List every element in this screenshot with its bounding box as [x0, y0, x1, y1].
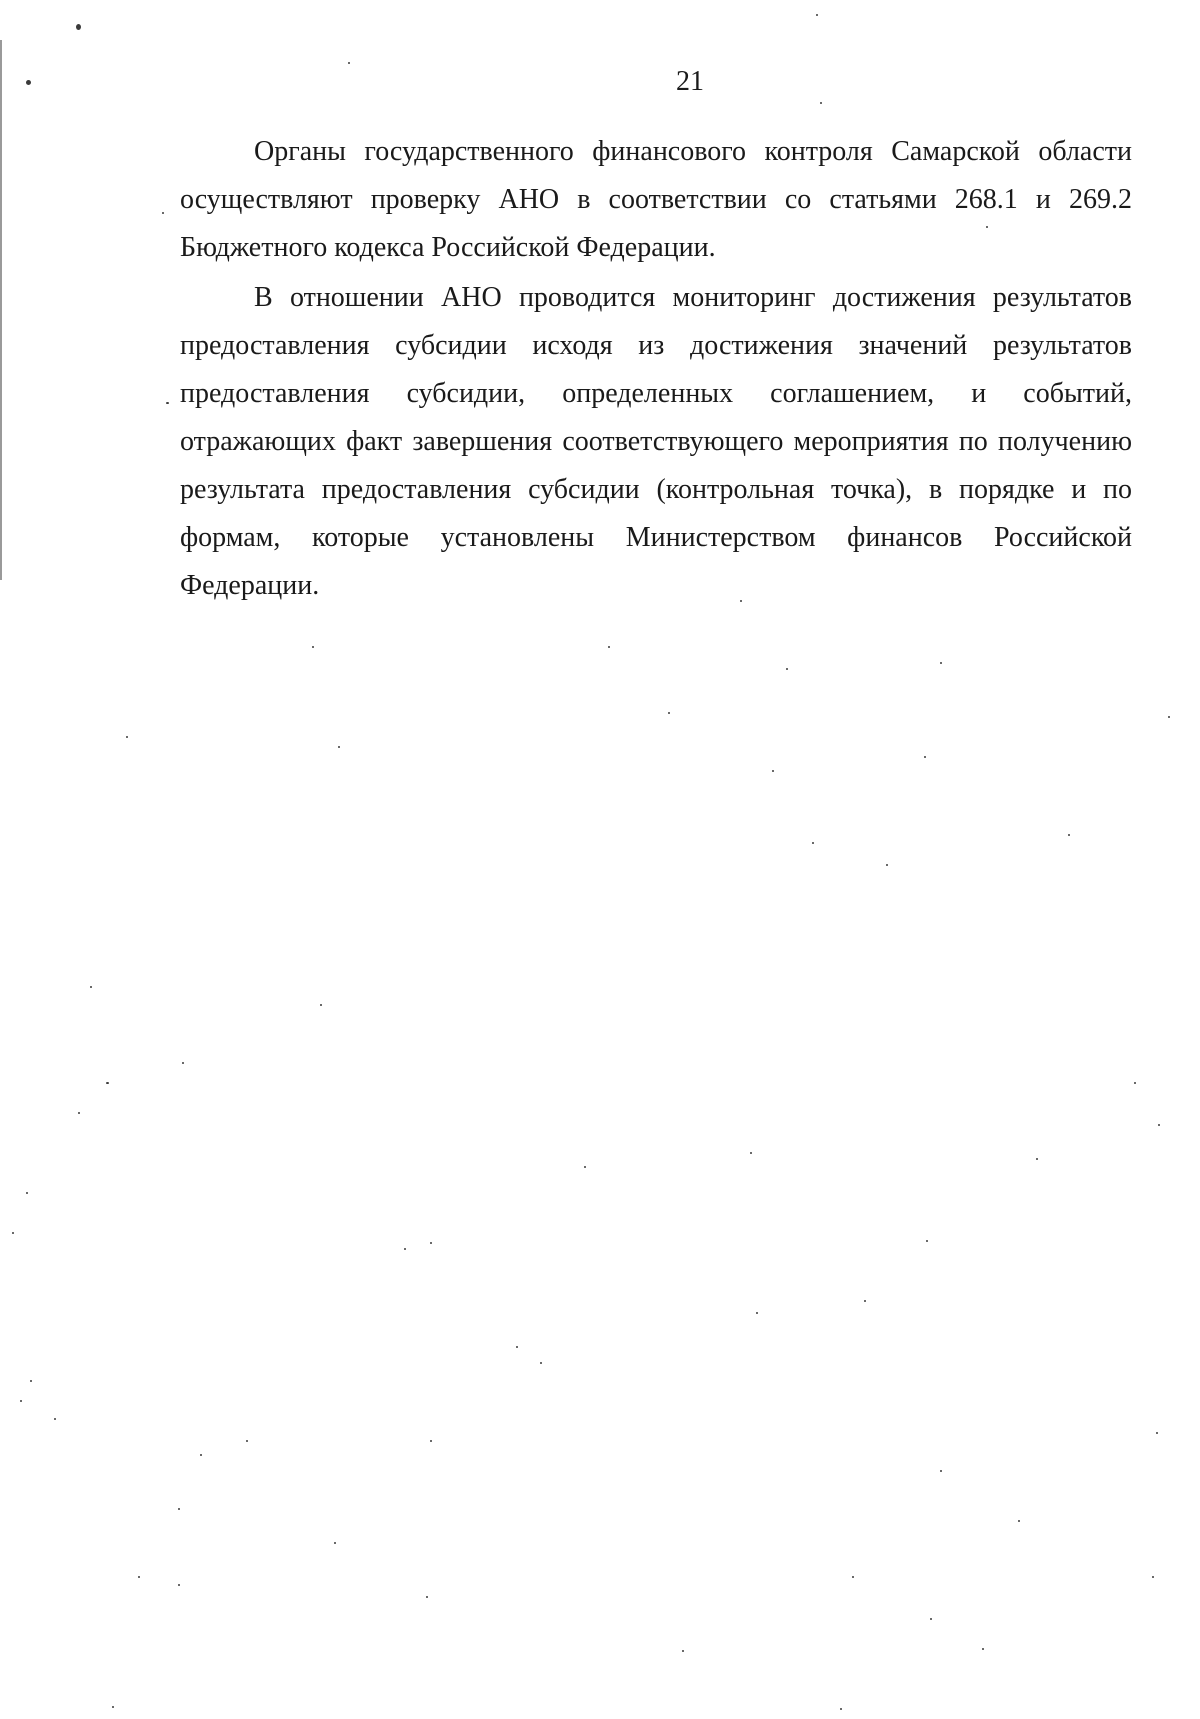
scan-speck	[930, 1618, 932, 1620]
scan-speck	[26, 80, 31, 85]
scan-speck	[864, 1300, 866, 1302]
scan-edge-line	[0, 40, 2, 580]
scan-speck	[338, 746, 340, 748]
scan-speck	[816, 14, 818, 16]
scan-speck	[162, 212, 164, 214]
scan-speck	[320, 1004, 322, 1006]
page-number-text: 21	[676, 66, 704, 97]
scan-speck	[584, 1166, 586, 1168]
scan-speck	[20, 1400, 22, 1402]
scan-speck	[668, 712, 670, 714]
scan-speck	[812, 842, 814, 844]
scan-speck	[334, 1542, 336, 1544]
scan-speck	[1168, 716, 1170, 718]
scan-speck	[312, 646, 314, 648]
scan-speck	[138, 1576, 140, 1578]
scan-speck	[90, 986, 92, 988]
scan-speck	[404, 1248, 406, 1250]
scan-speck	[986, 226, 988, 228]
scan-speck	[852, 1576, 854, 1578]
scan-speck	[112, 1706, 114, 1708]
scan-speck	[178, 1584, 180, 1586]
scan-speck	[1158, 1124, 1160, 1126]
scan-speck	[126, 736, 128, 738]
scan-speck	[1152, 1576, 1154, 1578]
scan-speck	[166, 402, 169, 404]
scan-speck	[26, 1192, 28, 1194]
scan-speck	[348, 62, 350, 64]
scan-speck	[178, 1508, 180, 1510]
scan-speck	[246, 1440, 248, 1442]
scan-speck	[516, 1346, 518, 1348]
scan-speck	[430, 1440, 432, 1442]
paragraph-monitoring: В отношении АНО проводится мониторинг достижения результатов предоставления субсидии исходя из достижения значений результатов предоставления субсидии, определенных соглашением, и событий, отражающих факт завершения соответствующего мероприятия по получению результата предоставления субсидии (контрольная точка), в порядке и по формам, которые установлены Министерством финансов Российской Федерации.	[180, 282, 1132, 601]
scan-speck	[1018, 1520, 1020, 1522]
scan-speck	[820, 102, 822, 104]
scan-speck	[12, 1232, 14, 1234]
paragraph-state-control: Органы государственного финансового контроля Самарской области осуществляют проверку АНО в соответствии со статьями 268.1 и 269.2 Бюджетного кодекса Российской Федерации.	[180, 136, 1132, 263]
scan-speck	[926, 1240, 928, 1242]
scan-speck	[924, 756, 926, 758]
scan-speck	[886, 864, 888, 866]
scan-speck	[78, 1112, 80, 1114]
scan-speck	[540, 1362, 542, 1364]
scan-speck	[840, 1708, 842, 1710]
scan-speck	[750, 1152, 752, 1154]
scan-speck	[430, 1242, 432, 1244]
scan-speck	[940, 662, 942, 664]
scan-speck	[426, 1596, 428, 1598]
document-body	[180, 128, 1132, 610]
page-number	[0, 66, 1200, 98]
scan-speck	[182, 1062, 184, 1064]
scan-speck	[982, 1648, 984, 1650]
scan-speck	[740, 600, 742, 602]
scan-speck	[756, 1312, 758, 1314]
scan-speck	[30, 1380, 32, 1382]
scan-speck	[54, 1418, 56, 1420]
scan-speck	[200, 1454, 202, 1456]
scan-speck	[1134, 1082, 1136, 1084]
scan-speck	[106, 1082, 109, 1084]
scan-speck	[608, 646, 610, 648]
scan-speck	[1068, 834, 1070, 836]
scan-speck	[682, 1650, 684, 1652]
scan-speck	[76, 24, 81, 30]
scan-speck	[1156, 1432, 1158, 1434]
scan-speck	[1036, 1158, 1038, 1160]
scan-speck	[786, 668, 788, 670]
scan-speck	[772, 770, 774, 772]
scan-speck	[940, 1470, 942, 1472]
